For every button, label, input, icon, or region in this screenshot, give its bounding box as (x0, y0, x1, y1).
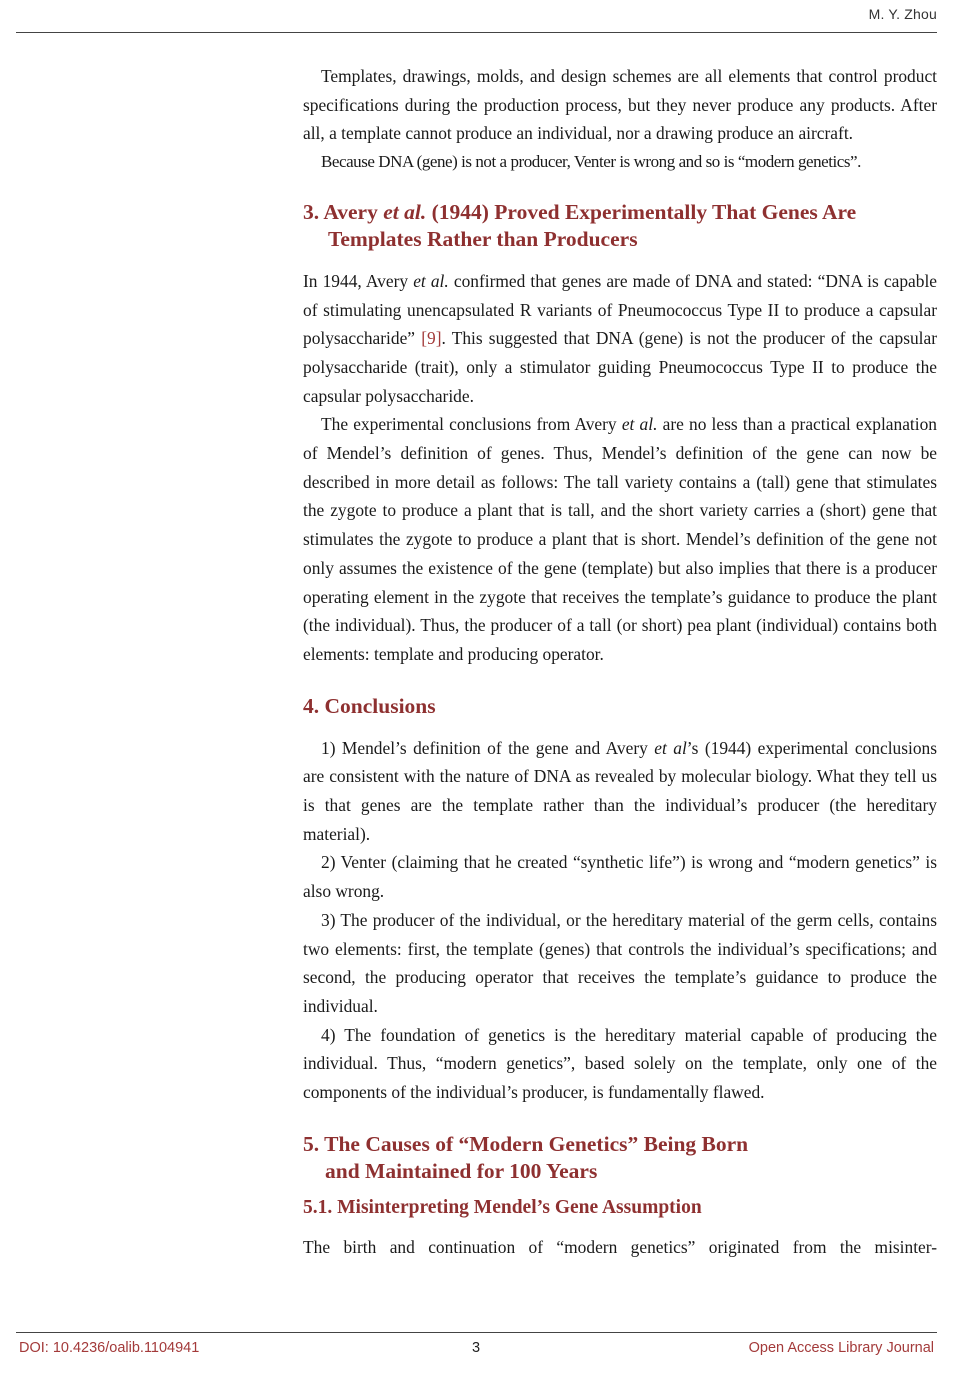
conclusion-item: 2) Venter (claiming that he created “synthetic life”) is wrong and “modern genetics” is also wrong. (303, 852, 937, 902)
running-header-author: M. Y. Zhou (868, 6, 937, 22)
header-divider (16, 32, 937, 33)
footer-divider (16, 1332, 937, 1333)
paragraph: Because DNA (gene) is not a producer, Venter is wrong and so is “modern genetics”. (321, 152, 861, 172)
section-4-heading: 4. Conclusions (303, 693, 436, 718)
page-number: 3 (471, 1340, 481, 1356)
section-3-heading: 3. Avery et al. (1944) Proved Experimentally That Genes Are Templates Rather than Producers (303, 199, 937, 253)
subsection-5-1-heading: 5.1. Misinterpreting Mendel’s Gene Assumption (303, 1196, 702, 1218)
paragraph: The experimental conclusions from Avery et al. are no less than a practical explanation of Mendel’s definition of genes. Thus, Mendel’s definition of the gene can now be described in more detail as follows: The tall variety contains a (tall) gene that stimulates the zygote to produce a plant that is tall, and the short variety carries a (short) gene that stimulates the zygote to produce a plant that is short. Mendel’s definition of the gene not only assumes the existence of the gene (template) but also implies that there is a producer operating element in the zygote that receives the template’s guidance to produce the plant (the individual). Thus, the producer of a tall (or short) pea plant (individual) contains both elements: template and producing operator. (303, 414, 937, 664)
article-body (303, 62, 937, 1262)
heading-continuation: and Maintained for 100 Years (325, 1158, 598, 1183)
conclusion-item: 3) The producer of the individual, or the hereditary material of the germ cells, contains two elements: first, the template (genes) that controls the individual’s specifications; and second, the producing operator that receives the template’s guidance to produce the individual. (303, 909, 937, 1016)
conclusion-item: 4) The foundation of genetics is the hereditary material capable of producing the individual. Thus, “modern genetics”, based solely on the template, only one of the components of the individual’s producer, is fundamentally flawed. (303, 1024, 937, 1103)
heading-continuation: Templates Rather than Producers (328, 226, 638, 251)
paragraph: Templates, drawings, molds, and design schemes are all elements that control product specifications during the production process, but they never produce any products. After all, a template cannot produce an individual, nor a drawing produce an aircraft. (303, 66, 937, 144)
journal-name: Open Access Library Journal (748, 1340, 934, 1356)
doi-link[interactable]: DOI: 10.4236/oalib.1104941 (19, 1340, 200, 1356)
section-5-heading: 5. The Causes of “Modern Genetics” Being Born and Maintained for 100 Years (303, 1131, 937, 1185)
paragraph: The birth and continuation of “modern genetics” originated from the misinter- (303, 1236, 937, 1257)
citation-link[interactable]: [9] (421, 328, 442, 349)
conclusion-item: 1) Mendel’s definition of the gene and Avery et al’s (1944) experimental conclusions are consistent with the nature of DNA as revealed by molecular biology. What they tell us is that genes are the template rather than the individual’s producer (the hereditary material). (303, 737, 937, 844)
paragraph: In 1944, Avery et al. confirmed that genes are made of DNA and stated: “DNA is capable of stimulating unencapsulated R variants of Pneumococcus Type II to produce a capsular polysaccharide” [9]. This suggested that DNA (gene) is not the producer of the capsular polysaccharide (trait), only a stimulator guiding Pneumococcus Type II to produce the capsular polysaccharide. (303, 270, 938, 406)
